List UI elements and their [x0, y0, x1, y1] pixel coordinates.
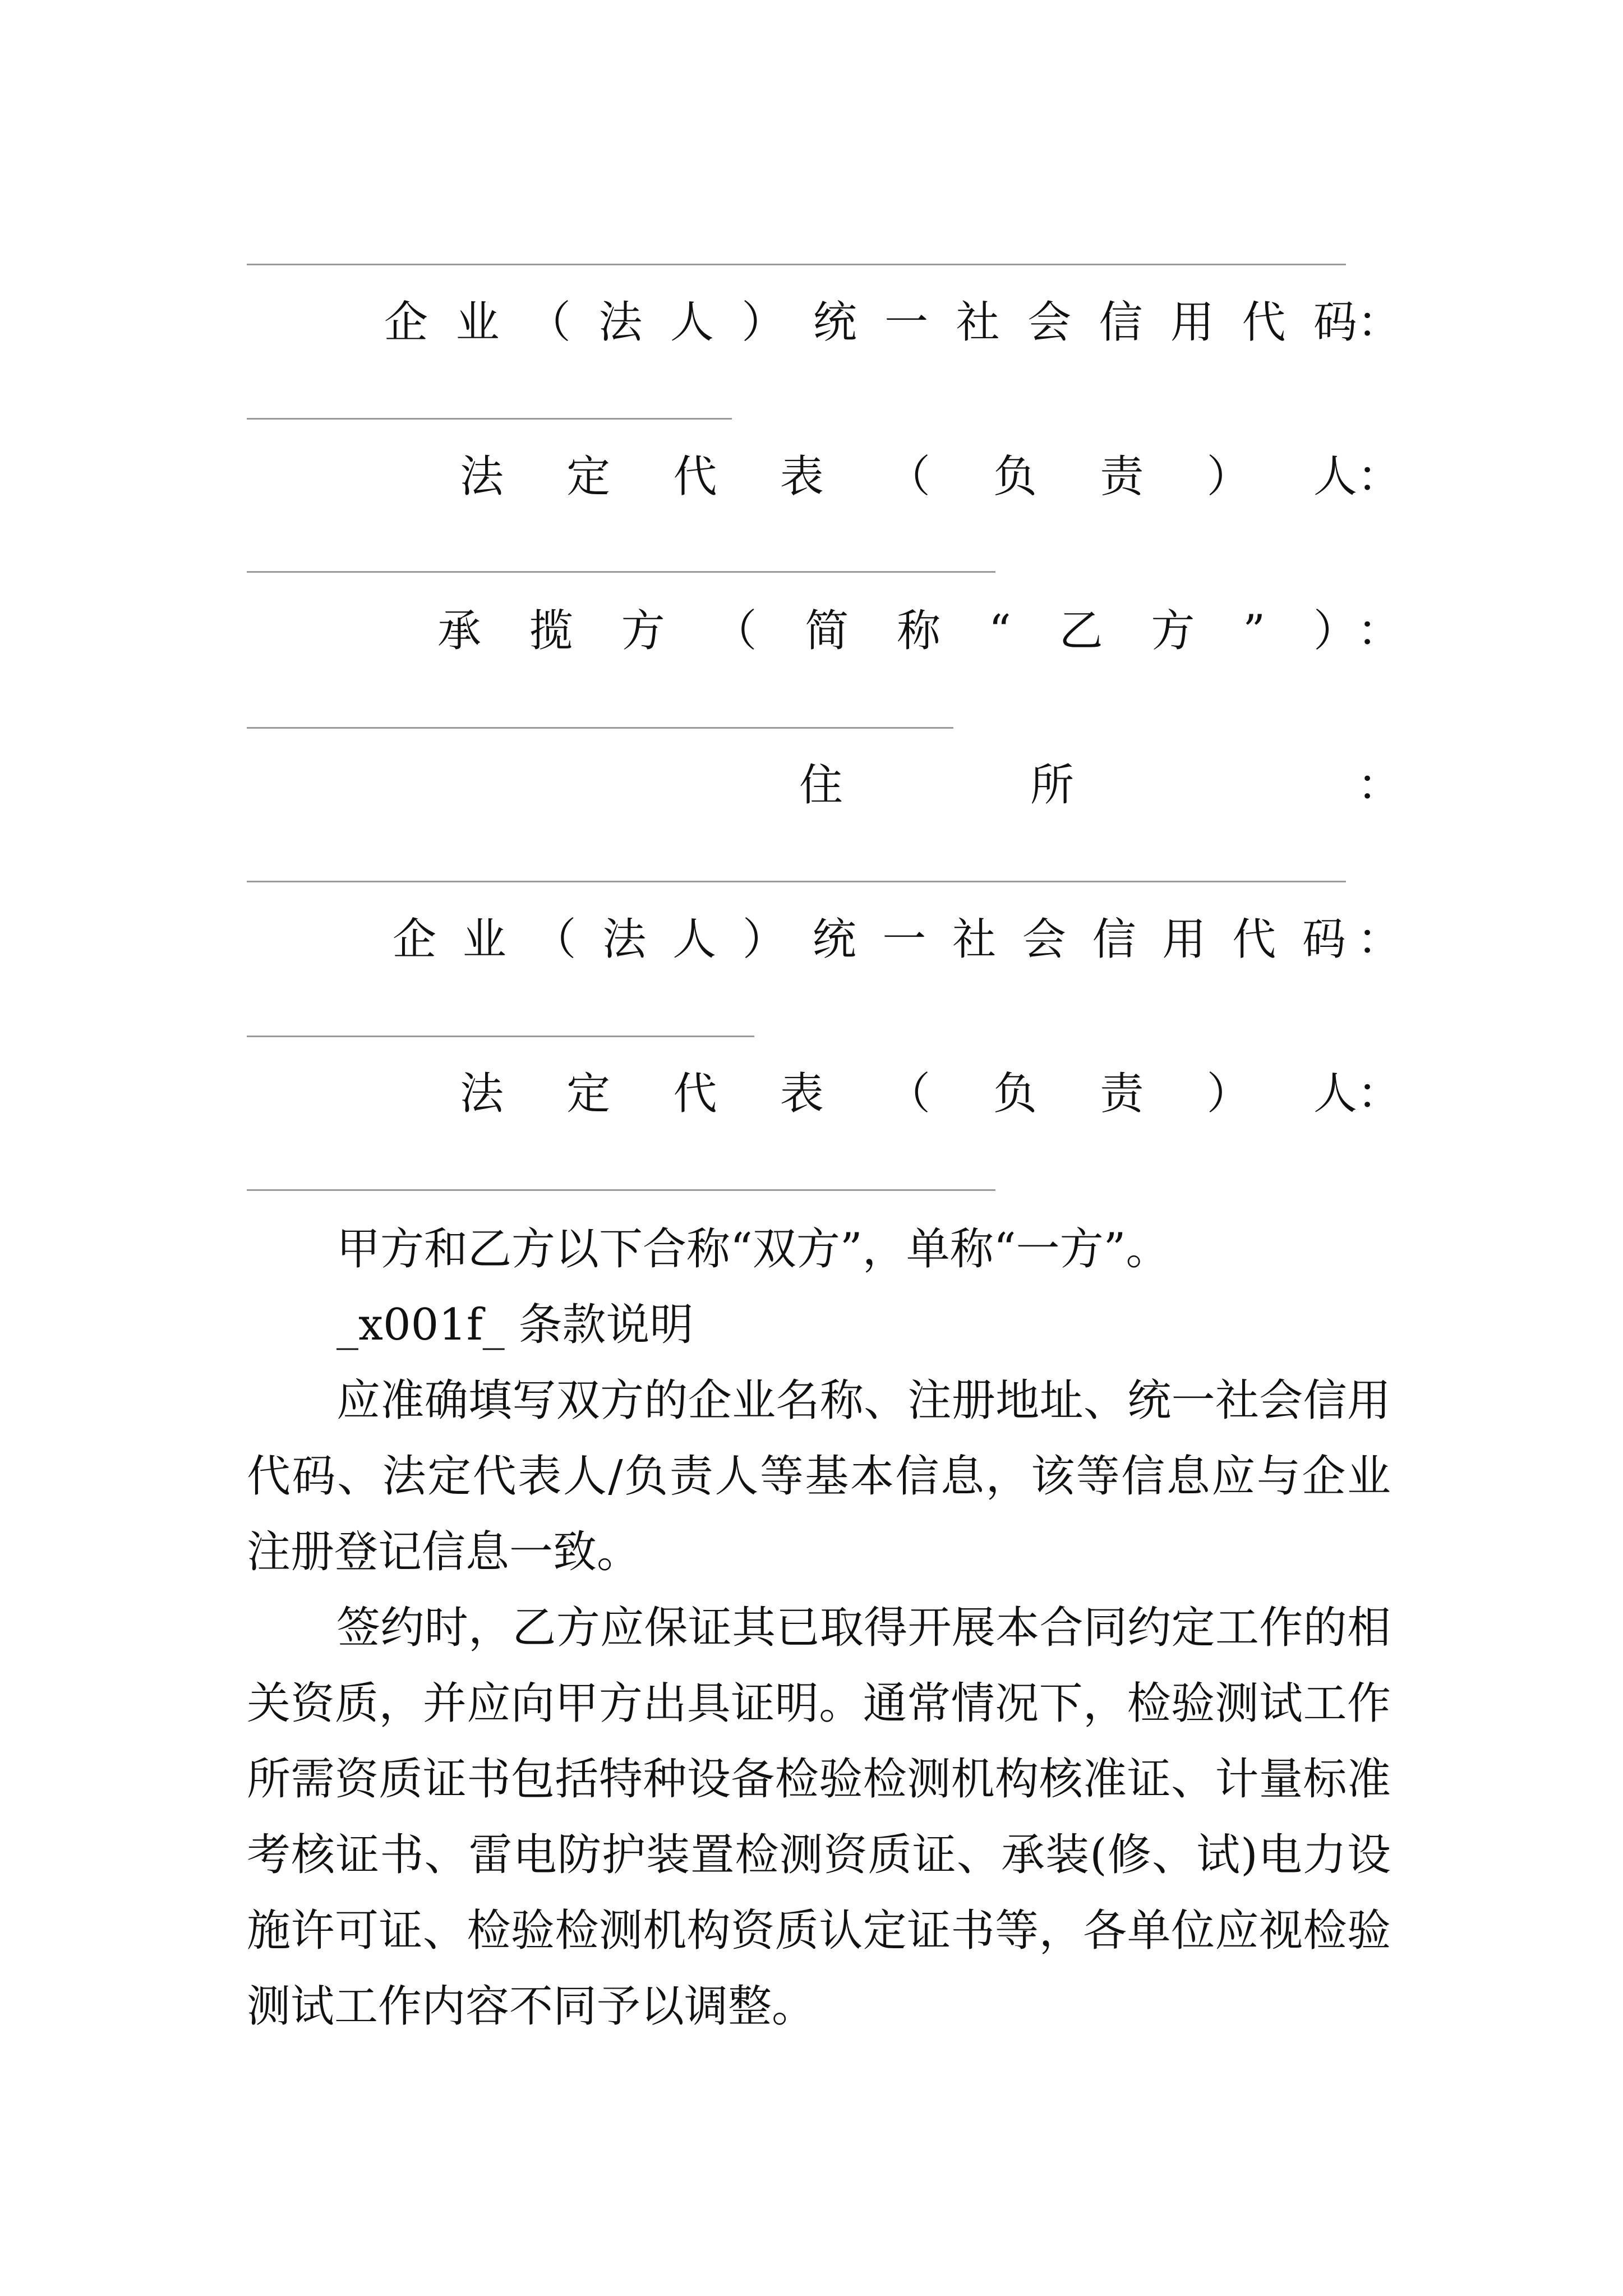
blank-line-4 — [247, 727, 953, 729]
label-char: 码 — [1302, 914, 1346, 965]
field-label — [247, 906, 1357, 973]
field-colon: ： — [1357, 297, 1401, 348]
label-char: 表 — [780, 452, 824, 502]
label-char: 码 — [1313, 297, 1357, 348]
label-char: 会 — [1022, 914, 1066, 965]
label-char: （ — [713, 606, 757, 656]
field-address — [247, 752, 1401, 819]
clause-note-heading: _x001f_ 条款说明 — [336, 1300, 694, 1350]
label-char: 用 — [1170, 297, 1214, 348]
label-char: “ — [988, 606, 1011, 656]
label-char: 代 — [673, 452, 717, 502]
label-char: （ — [886, 452, 930, 502]
label-char: 社 — [956, 297, 1000, 348]
field-colon: ： — [1357, 452, 1401, 502]
blank-line-2 — [247, 418, 732, 420]
label-char: 信 — [1092, 914, 1136, 965]
label-char: 表 — [780, 1069, 824, 1119]
label-char: 代 — [1242, 297, 1286, 348]
label-char: 法 — [598, 297, 643, 348]
label-char: ） — [1206, 452, 1251, 502]
label-char: 人 — [672, 914, 717, 965]
label-char: 定 — [566, 452, 611, 502]
label-char: 法 — [460, 1069, 504, 1119]
field-colon: ： — [1357, 760, 1401, 811]
blank-line-5 — [247, 881, 1346, 882]
label-char: 责 — [1100, 1069, 1144, 1119]
field-label — [247, 289, 1357, 356]
label-char: 负 — [993, 452, 1038, 502]
label-char: ” — [1243, 606, 1266, 656]
label-char: ） — [1206, 1069, 1251, 1119]
label-char: 方 — [1151, 606, 1195, 656]
label-char: 人 — [670, 297, 714, 348]
label-char: 人 — [1313, 1069, 1357, 1119]
label-char: 简 — [805, 606, 849, 656]
label-char: 称 — [897, 606, 941, 656]
label-char: 信 — [1099, 297, 1143, 348]
label-char: ） — [742, 914, 786, 965]
field-label — [247, 752, 1357, 819]
field-legal-rep-a — [247, 443, 1401, 510]
label-char: 方 — [621, 606, 665, 656]
label-char: 企 — [393, 914, 437, 965]
field-colon: ： — [1357, 606, 1401, 656]
field-label — [247, 597, 1357, 665]
blank-line-3 — [247, 571, 995, 573]
label-char: 法 — [460, 452, 504, 502]
label-char: （ — [532, 914, 577, 965]
field-credit-code-a — [247, 289, 1401, 356]
label-char: 统 — [813, 297, 857, 348]
label-char: 人 — [1313, 452, 1357, 502]
label-char: 用 — [1162, 914, 1206, 965]
label-char: 乙 — [1059, 606, 1103, 656]
field-label — [247, 1060, 1357, 1128]
blank-line-6 — [247, 1036, 754, 1037]
label-char: 定 — [566, 1069, 611, 1119]
parties-definition: 甲方和乙方以下合称“双方”，单称“一方”。 — [336, 1224, 1170, 1274]
blank-line-7 — [247, 1189, 995, 1191]
label-char: 业 — [455, 297, 500, 348]
label-char: 统 — [812, 914, 856, 965]
label-char: ） — [741, 297, 786, 348]
label-char: 所 — [1030, 760, 1074, 811]
field-contractor — [247, 597, 1401, 665]
clause-note-qualification: 签约时，乙方应保证其已取得开展本合同约定工作的相关资质，并应向甲方出具证明。通常情况下，检验测试工作所需资质证书包括特种设备检验检测机构核准证、计量标准考核证书、雷电防护装置检测资质证、承装(修、试)电力设施许可证、检验检测机构资质认定证书等，各单位应视检验测试工作内容不同予以调整。 — [247, 1603, 1391, 2032]
label-char: 负 — [993, 1069, 1038, 1119]
field-label — [247, 443, 1357, 510]
label-char: 代 — [1232, 914, 1276, 965]
label-char: ） — [1313, 606, 1357, 656]
label-char: 代 — [673, 1069, 717, 1119]
label-char: 会 — [1027, 297, 1072, 348]
clause-note-info: 应准确填写双方的企业名称、注册地址、统一社会信用代码、法定代表人/负责人等基本信息，该等信息应与企业注册登记信息一致。 — [247, 1375, 1391, 1577]
field-credit-code-b — [247, 906, 1401, 973]
label-char: （ — [527, 297, 571, 348]
field-colon: ： — [1357, 1069, 1401, 1119]
label-char: 企 — [384, 297, 428, 348]
label-char: 承 — [437, 606, 482, 656]
label-char: （ — [886, 1069, 930, 1119]
blank-line-1 — [247, 264, 1346, 265]
label-char: 责 — [1100, 452, 1144, 502]
field-colon: ： — [1357, 914, 1401, 965]
label-char: 社 — [952, 914, 997, 965]
label-char: 一 — [882, 914, 926, 965]
field-legal-rep-b — [247, 1060, 1401, 1128]
label-char: 法 — [602, 914, 647, 965]
label-char: 一 — [884, 297, 929, 348]
label-char: 住 — [799, 760, 843, 811]
label-char: 业 — [462, 914, 506, 965]
label-char: 揽 — [529, 606, 573, 656]
